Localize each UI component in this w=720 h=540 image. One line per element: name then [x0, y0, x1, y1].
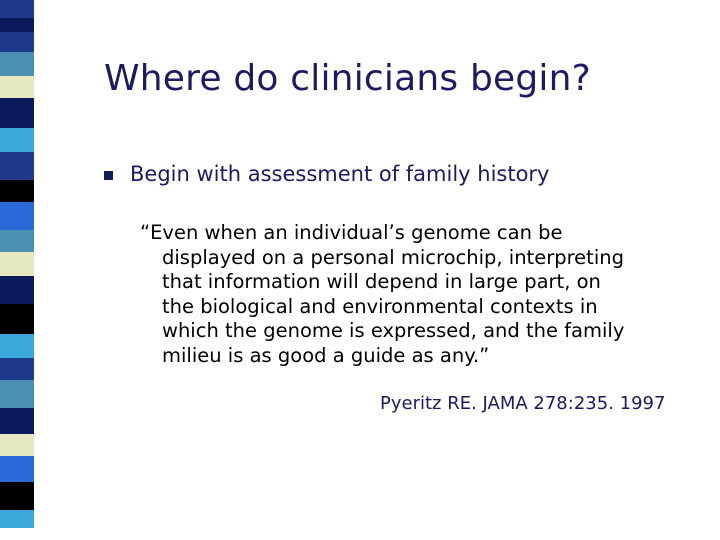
- square-bullet-icon: [104, 171, 113, 180]
- bullet-item: [104, 162, 550, 186]
- stripe-block: [0, 18, 62, 32]
- quote-block: [140, 221, 700, 368]
- slide-title: Where do clinicians begin?: [104, 58, 591, 99]
- quote-line: that information will depend in large part, on: [162, 270, 601, 293]
- stripe-block: [0, 380, 62, 408]
- stripe-block: [0, 456, 62, 482]
- stripe-block: [0, 98, 62, 128]
- stripe-block: [0, 180, 62, 202]
- quote-line: “Even when an individual’s genome can be: [140, 221, 563, 244]
- stripe-block: [0, 152, 62, 180]
- stripe-block: [0, 252, 62, 276]
- stripe-block: [0, 76, 62, 98]
- citation: Pyeritz RE. JAMA 278:235. 1997: [380, 393, 666, 414]
- bullet-text: Begin with assessment of family history: [130, 162, 550, 186]
- stripe-block: [0, 202, 62, 230]
- stripe-block: [0, 52, 62, 76]
- stripe-block: [0, 334, 62, 358]
- quote-line: displayed on a personal microchip, interpreting: [162, 245, 624, 269]
- stripe-block: [0, 230, 62, 252]
- stripe-block: [0, 32, 62, 52]
- decorative-stripe: [0, 0, 62, 540]
- quote-line: milieu is as good a guide as any.”: [162, 343, 490, 367]
- stripe-block: [0, 510, 62, 528]
- quote-line: which the genome is expressed, and the family: [162, 319, 625, 342]
- stripe-block: [0, 408, 62, 434]
- stripe-block: [0, 358, 62, 380]
- stripe-block: [0, 434, 62, 456]
- quote-line: the biological and environmental contexts in: [162, 294, 598, 318]
- stripe-block: [0, 276, 62, 304]
- stripe-block: [0, 482, 62, 510]
- stripe-block: [0, 128, 62, 152]
- stripe-block: [0, 304, 62, 334]
- stripe-block: [0, 0, 62, 18]
